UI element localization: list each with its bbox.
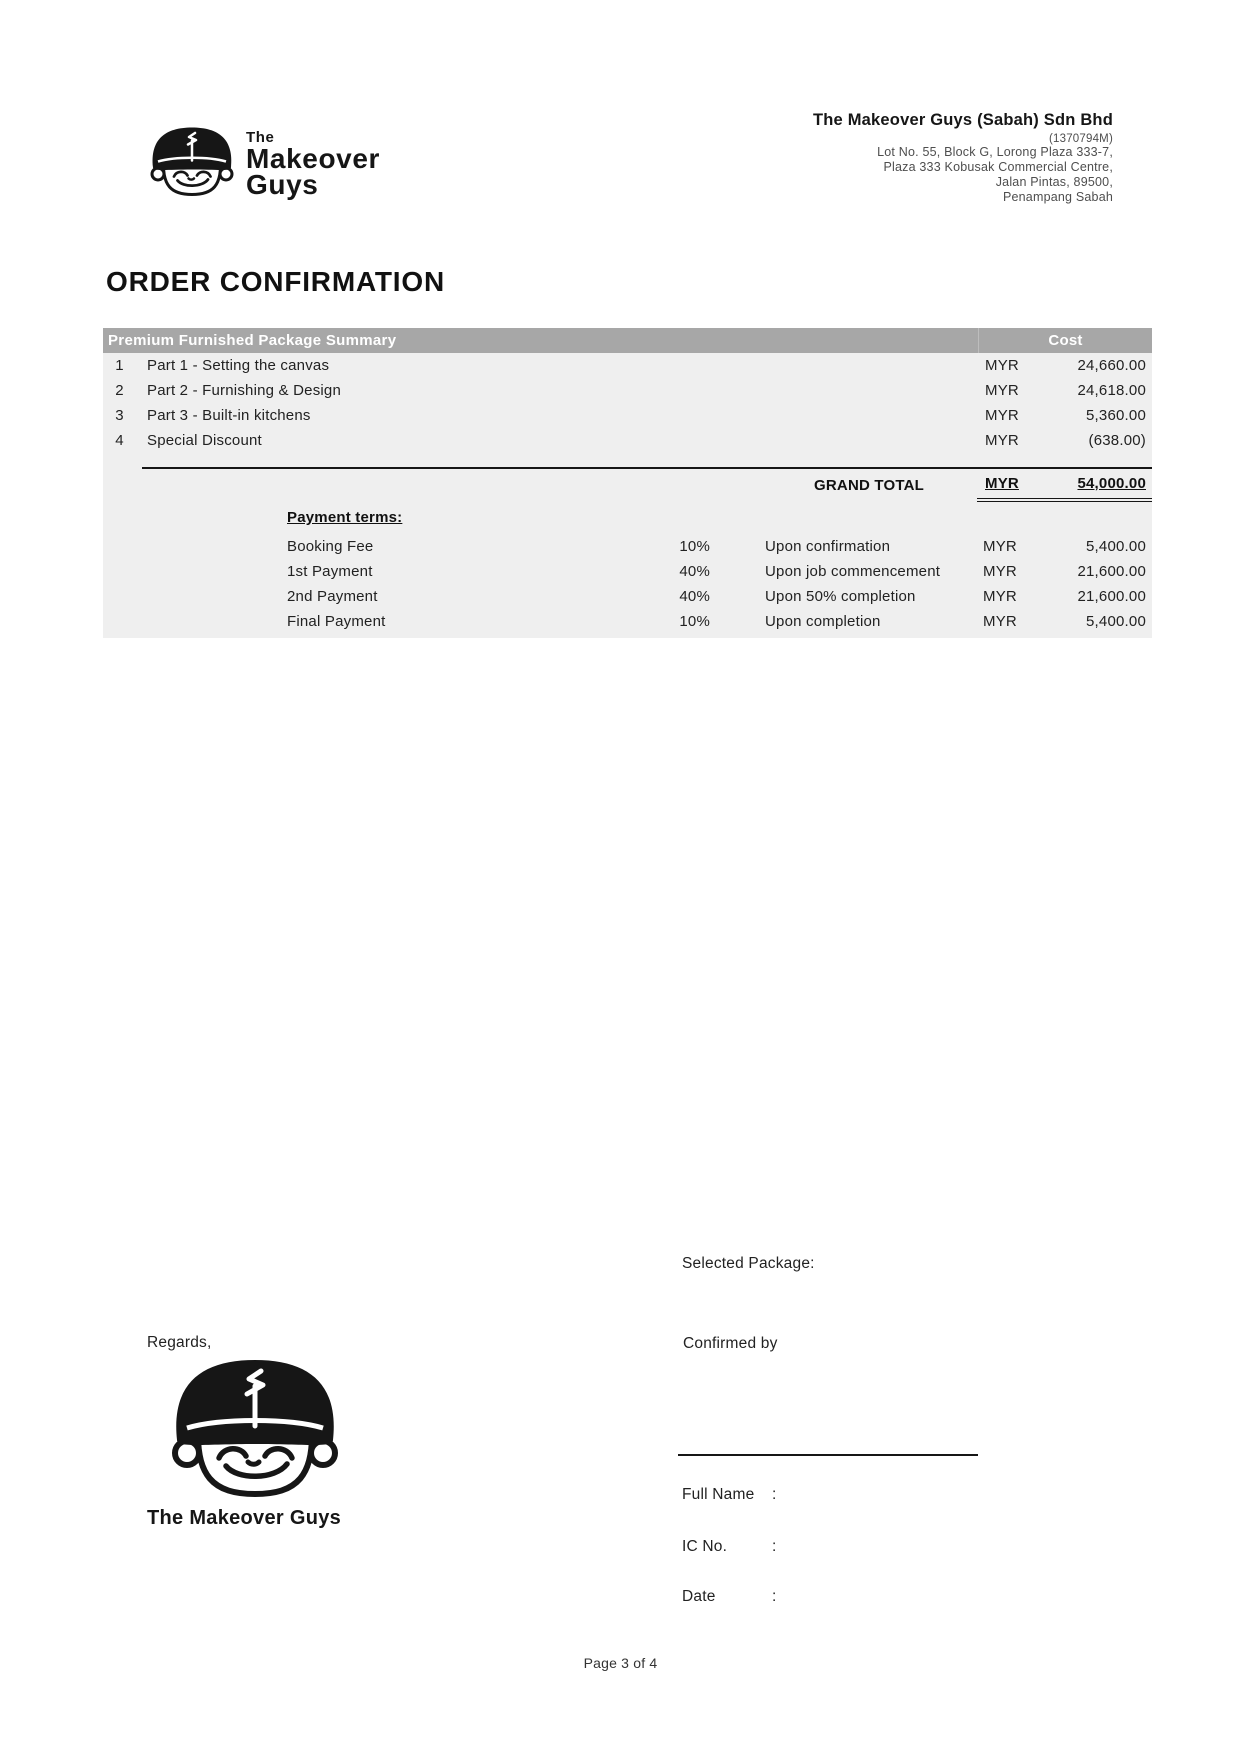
logo-word-the: The (246, 129, 275, 146)
table-row (103, 353, 1152, 378)
logo-word-guys: Guys (246, 169, 319, 200)
table-body (103, 353, 1152, 638)
signature-line (678, 1454, 978, 1456)
payment-amount: 5,400.00 (1086, 613, 1146, 630)
table-row (103, 428, 1152, 453)
payment-percent: 40% (679, 563, 710, 580)
payment-terms-heading: Payment terms: (287, 509, 403, 526)
table-row (103, 403, 1152, 428)
ic-no-label: IC No. (682, 1538, 728, 1555)
date-label: Date (682, 1588, 716, 1605)
row-number: 4 (115, 432, 124, 449)
signer-name: The Makeover Guys (147, 1507, 342, 1529)
payment-percent: 40% (679, 588, 710, 605)
company-address-line: Penampang Sabah (1002, 190, 1113, 204)
colon: : (772, 1486, 777, 1503)
grand-total-amount: 54,000.00 (1077, 475, 1146, 492)
payment-term-row (103, 609, 1152, 634)
table-header-row (103, 328, 1152, 353)
row-currency: MYR (985, 407, 1019, 424)
company-registration-number: (1370794M) (1048, 133, 1113, 145)
company-info-block (813, 111, 1113, 205)
grand-total-row (103, 469, 1152, 502)
grand-total-currency: MYR (985, 475, 1019, 492)
payment-term-row (103, 584, 1152, 609)
row-item: Part 2 - Furnishing & Design (147, 382, 342, 399)
ic-no-field-row (682, 1538, 777, 1556)
brand-logo-text (246, 129, 380, 198)
row-amount: 24,618.00 (1077, 382, 1146, 399)
payment-label: 2nd Payment (287, 588, 378, 605)
package-summary-table (103, 328, 1152, 638)
payment-currency: MYR (983, 613, 1017, 630)
row-currency: MYR (985, 432, 1019, 449)
makeover-guys-stamp-icon (170, 1356, 340, 1498)
table-row (103, 378, 1152, 403)
full-name-field-row (682, 1486, 777, 1504)
payment-amount: 21,600.00 (1077, 588, 1146, 605)
row-item: Part 3 - Built-in kitchens (147, 407, 311, 424)
payment-currency: MYR (983, 563, 1017, 580)
confirmed-by-label: Confirmed by (683, 1335, 778, 1352)
logo-word-makeover: Makeover (246, 143, 380, 174)
row-amount: (638.00) (1088, 432, 1146, 449)
row-item: Part 1 - Setting the canvas (147, 357, 330, 374)
table-header-title: Premium Furnished Package Summary (108, 332, 397, 349)
payment-milestone: Upon completion (765, 613, 881, 630)
row-number: 2 (115, 382, 124, 399)
payment-milestone: Upon confirmation (765, 538, 891, 555)
grand-total-label: GRAND TOTAL (814, 477, 924, 494)
regards-label: Regards, (147, 1334, 212, 1351)
payment-percent: 10% (679, 538, 710, 555)
company-address-line: Jalan Pintas, 89500, (995, 175, 1113, 189)
payment-label: 1st Payment (287, 563, 373, 580)
payment-amount: 5,400.00 (1086, 538, 1146, 555)
row-item: Special Discount (147, 432, 262, 449)
payment-amount: 21,600.00 (1077, 563, 1146, 580)
row-currency: MYR (985, 382, 1019, 399)
payment-label: Booking Fee (287, 538, 374, 555)
selected-package-label: Selected Package: (682, 1255, 815, 1272)
payment-percent: 10% (679, 613, 710, 630)
row-currency: MYR (985, 357, 1019, 374)
payment-milestone: Upon job commencement (765, 563, 941, 580)
company-address-line: Plaza 333 Kobusak Commercial Centre, (883, 160, 1113, 174)
row-number: 3 (115, 407, 124, 424)
company-address-line: Lot No. 55, Block G, Lorong Plaza 333-7, (877, 145, 1113, 159)
table-header-cost: Cost (978, 328, 1152, 353)
row-amount: 5,360.00 (1086, 407, 1146, 424)
company-name: The Makeover Guys (Sabah) Sdn Bhd (813, 111, 1113, 129)
payment-currency: MYR (983, 538, 1017, 555)
row-number: 1 (115, 357, 124, 374)
brand-logo (150, 125, 380, 198)
makeover-guys-face-icon (150, 125, 234, 197)
payment-milestone: Upon 50% completion (765, 588, 916, 605)
grand-total-cost-cell (977, 469, 1152, 502)
page-title: ORDER CONFIRMATION (106, 266, 445, 297)
date-field-row (682, 1588, 777, 1606)
full-name-label: Full Name (682, 1486, 755, 1503)
colon: : (772, 1538, 777, 1555)
colon: : (772, 1588, 777, 1605)
payment-label: Final Payment (287, 613, 386, 630)
row-amount: 24,660.00 (1077, 357, 1146, 374)
payment-term-row (103, 559, 1152, 584)
payment-currency: MYR (983, 588, 1017, 605)
payment-term-row (103, 534, 1152, 559)
page-indicator: Page 3 of 4 (583, 1655, 658, 1671)
